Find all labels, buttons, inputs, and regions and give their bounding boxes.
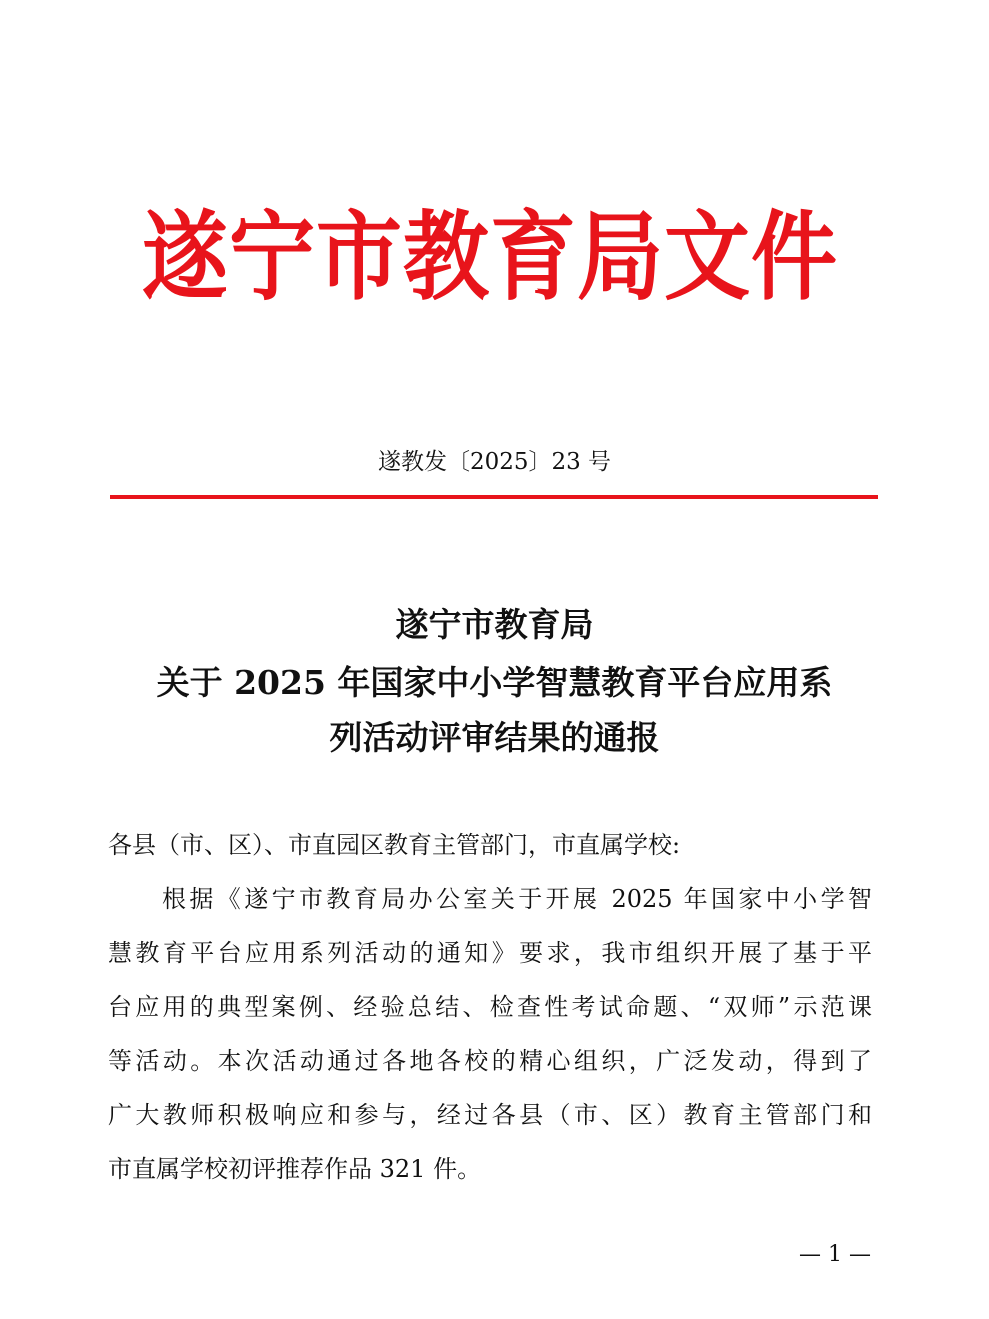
page-number: — 1 — bbox=[799, 1242, 871, 1267]
paragraph-line: 台应用的典型案例、经验总结、检查性考试命题、“双师”示范课 bbox=[108, 993, 872, 1021]
salutation: 各县（市、区）、市直园区教育主管部门，市直属学校: bbox=[108, 831, 681, 859]
document-title-line-3: 列活动评审结果的通报 bbox=[329, 718, 660, 757]
paragraph-line: 广大教师积极响应和参与，经过各县（市、区）教育主管部门和 bbox=[108, 1101, 872, 1129]
paragraph-line: 慧教育平台应用系列活动的通知》要求，我市组织开展了基于平 bbox=[108, 939, 872, 967]
issuer-red-header: 遂宁市教育局文件 bbox=[142, 202, 838, 314]
document-title-line-2: 关于 2025 年国家中小学智慧教育平台应用系 bbox=[156, 663, 833, 702]
paragraph-line: 市直属学校初评推荐作品 321 件。 bbox=[108, 1155, 482, 1183]
paragraph-line: 等活动。本次活动通过各地各校的精心组织，广泛发动，得到了 bbox=[108, 1047, 872, 1075]
document-title-line-1: 遂宁市教育局 bbox=[395, 605, 594, 644]
paragraph-line: 根据《遂宁市教育局办公室关于开展 2025 年国家中小学智 bbox=[162, 885, 872, 913]
document-number: 遂教发〔2025〕23 号 bbox=[377, 449, 612, 475]
red-divider bbox=[110, 495, 878, 499]
